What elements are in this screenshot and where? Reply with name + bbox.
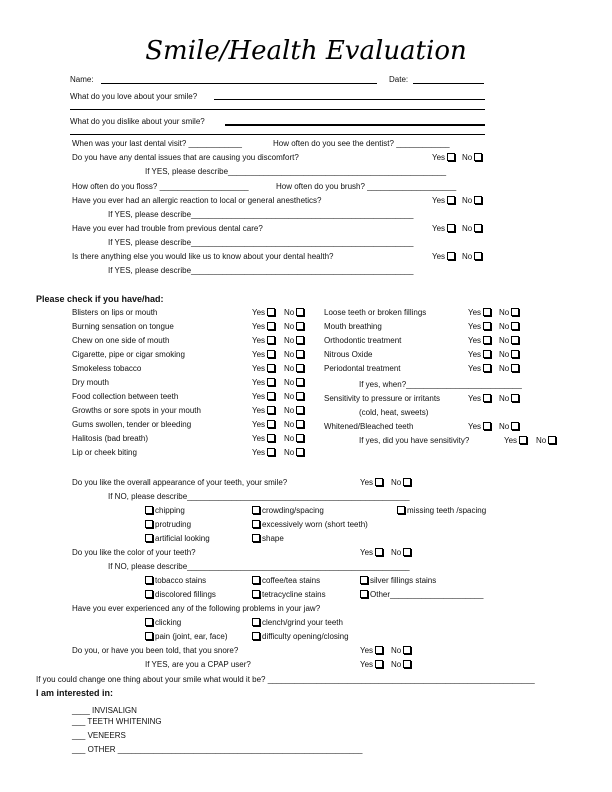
option-coffee-tea-stains[interactable]: coffee/tea stains bbox=[252, 576, 320, 586]
checkbox-icon bbox=[267, 378, 275, 386]
checkbox-icon bbox=[252, 520, 260, 528]
checkbox-icon bbox=[296, 336, 304, 344]
condition-label: Periodontal treatment bbox=[324, 364, 401, 373]
checkbox-icon bbox=[296, 364, 304, 372]
option-discolored-fillings[interactable]: discolored fillings bbox=[145, 590, 216, 600]
dislike-label: What do you dislike about your smile? bbox=[70, 117, 205, 126]
option-pain[interactable]: pain (joint, ear, face) bbox=[145, 632, 227, 642]
condition-label: Dry mouth bbox=[72, 378, 109, 387]
allergic-no-checkbox[interactable]: No bbox=[462, 196, 482, 206]
option-crowding-spacing[interactable]: crowding/spacing bbox=[252, 506, 324, 516]
checkbox-icon bbox=[511, 336, 519, 344]
condition-no-checkbox[interactable]: No bbox=[284, 406, 304, 416]
anything-else-describe[interactable]: If YES, please describe__________________________________________________ bbox=[108, 266, 414, 275]
checkbox-icon bbox=[375, 548, 383, 556]
checkbox-icon bbox=[267, 392, 275, 400]
checkbox-icon bbox=[474, 252, 482, 260]
anything-else-question: Is there anything else you would like us to know about your dental health? bbox=[72, 252, 334, 261]
checkbox-icon bbox=[296, 308, 304, 316]
checkbox-icon bbox=[447, 196, 455, 204]
checkbox-icon bbox=[267, 448, 275, 456]
whitened-yes-checkbox[interactable]: Yes bbox=[468, 422, 491, 432]
checkbox-icon bbox=[375, 646, 383, 654]
whitened-no-checkbox[interactable]: No bbox=[499, 422, 519, 432]
trouble-yes-checkbox[interactable]: Yes bbox=[432, 224, 455, 234]
checkbox-icon bbox=[296, 350, 304, 358]
color-no-checkbox[interactable]: No bbox=[391, 548, 411, 558]
checkbox-icon bbox=[252, 576, 260, 584]
checkbox-icon bbox=[145, 618, 153, 626]
checkbox-icon bbox=[267, 406, 275, 414]
option-excessively-worn[interactable]: excessively worn (short teeth) bbox=[252, 520, 368, 530]
checkbox-icon bbox=[296, 322, 304, 330]
condition-label: Mouth breathing bbox=[324, 322, 382, 331]
anything-else-yes-checkbox[interactable]: Yes bbox=[432, 252, 455, 262]
option-clicking[interactable]: clicking bbox=[145, 618, 181, 628]
sensitivity-label: Sensitivity to pressure or irritants bbox=[324, 394, 441, 403]
checkbox-icon bbox=[296, 406, 304, 414]
option-tobacco-stains[interactable]: tobacco stains bbox=[145, 576, 206, 586]
checkbox-icon bbox=[375, 478, 383, 486]
option-artificial-looking[interactable]: artificial looking bbox=[145, 534, 210, 544]
condition-yes-checkbox[interactable]: Yes bbox=[252, 392, 275, 402]
condition-label: Loose teeth or broken fillings bbox=[324, 308, 427, 317]
appearance-no-checkbox[interactable]: No bbox=[391, 478, 411, 488]
page-title: Smile/Health Evaluation bbox=[145, 36, 467, 66]
issues-describe[interactable]: If YES, please describe_________________________________________________ bbox=[145, 167, 447, 176]
checkbox-icon bbox=[511, 394, 519, 402]
checkbox-icon bbox=[267, 308, 275, 316]
interest-other[interactable]: ___ OTHER _______________________________________________________ bbox=[72, 745, 363, 754]
checkbox-icon bbox=[296, 378, 304, 386]
checkbox-icon bbox=[403, 646, 411, 654]
condition-yes-checkbox[interactable]: Yes bbox=[468, 364, 491, 374]
condition-yes-checkbox[interactable]: Yes bbox=[252, 378, 275, 388]
name-field[interactable] bbox=[101, 83, 377, 84]
checkbox-icon bbox=[548, 436, 556, 444]
condition-no-checkbox[interactable]: No bbox=[284, 350, 304, 360]
brush-question: How often do you brush? ____________________ bbox=[276, 182, 457, 191]
checkbox-icon bbox=[511, 322, 519, 330]
checkbox-icon bbox=[145, 534, 153, 542]
checkbox-icon bbox=[145, 520, 153, 528]
date-label: Date: bbox=[389, 75, 409, 84]
checkbox-icon bbox=[252, 632, 260, 640]
checkbox-icon bbox=[360, 576, 368, 584]
checkbox-icon bbox=[360, 590, 368, 598]
interest-invisalign[interactable]: ____ INVISALIGN bbox=[72, 706, 137, 715]
checkbox-icon bbox=[447, 224, 455, 232]
condition-label: Gums swollen, tender or bleeding bbox=[72, 420, 192, 429]
checkbox-icon bbox=[267, 434, 275, 442]
cpap-yes-checkbox[interactable]: Yes bbox=[360, 660, 383, 670]
interest-teeth-whitening[interactable]: ___ TEETH WHITENING bbox=[72, 717, 162, 726]
condition-label: Lip or cheek biting bbox=[72, 448, 137, 457]
jaw-question: Have you ever experienced any of the following problems in your jaw? bbox=[72, 604, 321, 613]
condition-no-checkbox[interactable]: No bbox=[284, 322, 304, 332]
checkbox-icon bbox=[145, 590, 153, 598]
checkbox-icon bbox=[252, 534, 260, 542]
issues-yes-checkbox[interactable]: Yes bbox=[432, 153, 455, 163]
color-question: Do you like the color of your teeth? bbox=[72, 548, 196, 557]
option-other[interactable]: Other_____________________ bbox=[360, 590, 483, 600]
condition-label: Blisters on lips or mouth bbox=[72, 308, 158, 317]
condition-yes-checkbox[interactable]: Yes bbox=[252, 350, 275, 360]
name-label: Name: bbox=[70, 75, 94, 84]
condition-no-checkbox[interactable]: No bbox=[284, 448, 304, 458]
checkbox-icon bbox=[296, 392, 304, 400]
checkbox-icon bbox=[252, 506, 260, 514]
condition-yes-checkbox[interactable]: Yes bbox=[468, 336, 491, 346]
checkbox-icon bbox=[267, 364, 275, 372]
condition-no-checkbox[interactable]: No bbox=[284, 378, 304, 388]
option-tetracycline-stains[interactable]: tetracycline stains bbox=[252, 590, 326, 600]
condition-label: Cigarette, pipe or cigar smoking bbox=[72, 350, 185, 359]
checkbox-icon bbox=[397, 506, 405, 514]
condition-no-checkbox[interactable]: No bbox=[284, 434, 304, 444]
condition-no-checkbox[interactable]: No bbox=[284, 308, 304, 318]
checkbox-icon bbox=[267, 336, 275, 344]
date-field[interactable] bbox=[413, 83, 484, 84]
issues-question: Do you have any dental issues that are causing you discomfort? bbox=[72, 153, 299, 162]
trouble-question: Have you ever had trouble from previous dental care? bbox=[72, 224, 263, 233]
checkbox-icon bbox=[483, 394, 491, 402]
if-when-field[interactable]: If yes, when?__________________________ bbox=[359, 380, 522, 389]
checkbox-icon bbox=[511, 308, 519, 316]
love-field[interactable] bbox=[214, 99, 485, 100]
condition-no-checkbox[interactable]: No bbox=[499, 308, 519, 318]
condition-no-checkbox[interactable]: No bbox=[284, 420, 304, 430]
condition-no-checkbox[interactable]: No bbox=[499, 322, 519, 332]
checkbox-icon bbox=[511, 364, 519, 372]
snore-yes-checkbox[interactable]: Yes bbox=[360, 646, 383, 656]
appearance-describe[interactable]: If NO, please describe__________________________________________________ bbox=[108, 492, 410, 501]
color-yes-checkbox[interactable]: Yes bbox=[360, 548, 383, 558]
trouble-no-checkbox[interactable]: No bbox=[462, 224, 482, 234]
snore-no-checkbox[interactable]: No bbox=[391, 646, 411, 656]
option-silver-fillings[interactable]: silver fillings stains bbox=[360, 576, 436, 586]
checkbox-icon bbox=[267, 350, 275, 358]
option-shape[interactable]: shape bbox=[252, 534, 284, 544]
condition-label: Chew on one side of mouth bbox=[72, 336, 170, 345]
condition-yes-checkbox[interactable]: Yes bbox=[468, 308, 491, 318]
checkbox-icon bbox=[483, 336, 491, 344]
condition-yes-checkbox[interactable]: Yes bbox=[468, 322, 491, 332]
allergic-question: Have you ever had an allergic reaction to local or general anesthetics? bbox=[72, 196, 322, 205]
condition-yes-checkbox[interactable]: Yes bbox=[468, 350, 491, 360]
option-chipping[interactable]: chipping bbox=[145, 506, 185, 516]
checkbox-icon bbox=[483, 350, 491, 358]
checkbox-icon bbox=[511, 350, 519, 358]
sensitivity-yes-checkbox[interactable]: Yes bbox=[468, 394, 491, 404]
condition-no-checkbox[interactable]: No bbox=[499, 336, 519, 346]
if-sensitivity-label: If yes, did you have sensitivity? bbox=[359, 436, 470, 445]
appearance-yes-checkbox[interactable]: Yes bbox=[360, 478, 383, 488]
condition-no-checkbox[interactable]: No bbox=[284, 364, 304, 374]
checkbox-icon bbox=[267, 322, 275, 330]
checkbox-icon bbox=[403, 660, 411, 668]
option-clench-grind[interactable]: clench/grind your teeth bbox=[252, 618, 343, 628]
checkbox-icon bbox=[296, 420, 304, 428]
checkbox-icon bbox=[483, 422, 491, 430]
checkbox-icon bbox=[474, 153, 482, 161]
dislike-field[interactable] bbox=[225, 124, 485, 126]
anything-else-no-checkbox[interactable]: No bbox=[462, 252, 482, 262]
checkbox-icon bbox=[474, 224, 482, 232]
sensitivity-no-checkbox[interactable]: No bbox=[499, 394, 519, 404]
condition-label: Orthodontic treatment bbox=[324, 336, 402, 345]
checkbox-icon bbox=[403, 548, 411, 556]
trouble-describe[interactable]: If YES, please describe__________________________________________________ bbox=[108, 238, 414, 247]
checkbox-icon bbox=[296, 448, 304, 456]
floss-question: How often do you floss? ____________________ bbox=[72, 182, 249, 191]
dislike-field-line-2[interactable] bbox=[70, 134, 485, 135]
condition-yes-checkbox[interactable]: Yes bbox=[252, 420, 275, 430]
love-label: What do you love about your smile? bbox=[70, 92, 198, 101]
condition-label: Smokeless tobacco bbox=[72, 364, 142, 373]
checkbox-icon bbox=[145, 506, 153, 514]
sensitivity-sub-label: (cold, heat, sweets) bbox=[359, 408, 429, 417]
condition-no-checkbox[interactable]: No bbox=[499, 350, 519, 360]
condition-label: Nitrous Oxide bbox=[324, 350, 373, 359]
change-one-question[interactable]: If you could change one thing about your smile what would it be? ____________________________________________________________ bbox=[36, 675, 535, 684]
condition-yes-checkbox[interactable]: Yes bbox=[252, 434, 275, 444]
condition-yes-checkbox[interactable]: Yes bbox=[252, 322, 275, 332]
checkbox-icon bbox=[483, 364, 491, 372]
checkbox-icon bbox=[474, 196, 482, 204]
allergic-yes-checkbox[interactable]: Yes bbox=[432, 196, 455, 206]
if-sensitivity-yes-checkbox[interactable]: Yes bbox=[504, 436, 527, 446]
appearance-question: Do you like the overall appearance of your teeth, your smile? bbox=[72, 478, 288, 487]
how-often-dentist-question: How often do you see the dentist? ____________ bbox=[273, 139, 450, 148]
condition-yes-checkbox[interactable]: Yes bbox=[252, 364, 275, 374]
whitened-label: Whitened/Bleached teeth bbox=[324, 422, 414, 431]
condition-no-checkbox[interactable]: No bbox=[284, 392, 304, 402]
option-protruding[interactable]: protruding bbox=[145, 520, 191, 530]
condition-label: Food collection between teeth bbox=[72, 392, 179, 401]
allergic-describe[interactable]: If YES, please describe__________________________________________________ bbox=[108, 210, 414, 219]
checkbox-icon bbox=[447, 153, 455, 161]
condition-yes-checkbox[interactable]: Yes bbox=[252, 406, 275, 416]
checkbox-icon bbox=[447, 252, 455, 260]
snore-question: Do you, or have you been told, that you snore? bbox=[72, 646, 239, 655]
condition-yes-checkbox[interactable]: Yes bbox=[252, 308, 275, 318]
check-section-heading: Please check if you have/had: bbox=[36, 294, 164, 304]
interested-heading: I am interested in: bbox=[36, 688, 114, 698]
checkbox-icon bbox=[267, 420, 275, 428]
condition-yes-checkbox[interactable]: Yes bbox=[252, 336, 275, 346]
checkbox-icon bbox=[511, 422, 519, 430]
checkbox-icon bbox=[375, 660, 383, 668]
cpap-question: If YES, are you a CPAP user? bbox=[145, 660, 251, 669]
love-field-line-2[interactable] bbox=[70, 109, 485, 110]
condition-label: Halitosis (bad breath) bbox=[72, 434, 149, 443]
cpap-no-checkbox[interactable]: No bbox=[391, 660, 411, 670]
interest-veneers[interactable]: ___ VENEERS bbox=[72, 731, 126, 740]
checkbox-icon bbox=[296, 434, 304, 442]
checkbox-icon bbox=[403, 478, 411, 486]
condition-no-checkbox[interactable]: No bbox=[284, 336, 304, 346]
if-sensitivity-no-checkbox[interactable]: No bbox=[536, 436, 556, 446]
last-visit-question: When was your last dental visit? ____________ bbox=[72, 139, 242, 148]
checkbox-icon bbox=[483, 308, 491, 316]
option-difficulty-opening[interactable]: difficulty opening/closing bbox=[252, 632, 349, 642]
checkbox-icon bbox=[483, 322, 491, 330]
checkbox-icon bbox=[145, 632, 153, 640]
condition-no-checkbox[interactable]: No bbox=[499, 364, 519, 374]
condition-label: Burning sensation on tongue bbox=[72, 322, 174, 331]
option-missing-teeth[interactable]: missing teeth /spacing bbox=[397, 506, 486, 516]
condition-label: Growths or sore spots in your mouth bbox=[72, 406, 201, 415]
issues-no-checkbox[interactable]: No bbox=[462, 153, 482, 163]
checkbox-icon bbox=[252, 590, 260, 598]
checkbox-icon bbox=[519, 436, 527, 444]
checkbox-icon bbox=[252, 618, 260, 626]
condition-yes-checkbox[interactable]: Yes bbox=[252, 448, 275, 458]
color-describe[interactable]: If NO, please describe__________________________________________________ bbox=[108, 562, 410, 571]
checkbox-icon bbox=[145, 576, 153, 584]
